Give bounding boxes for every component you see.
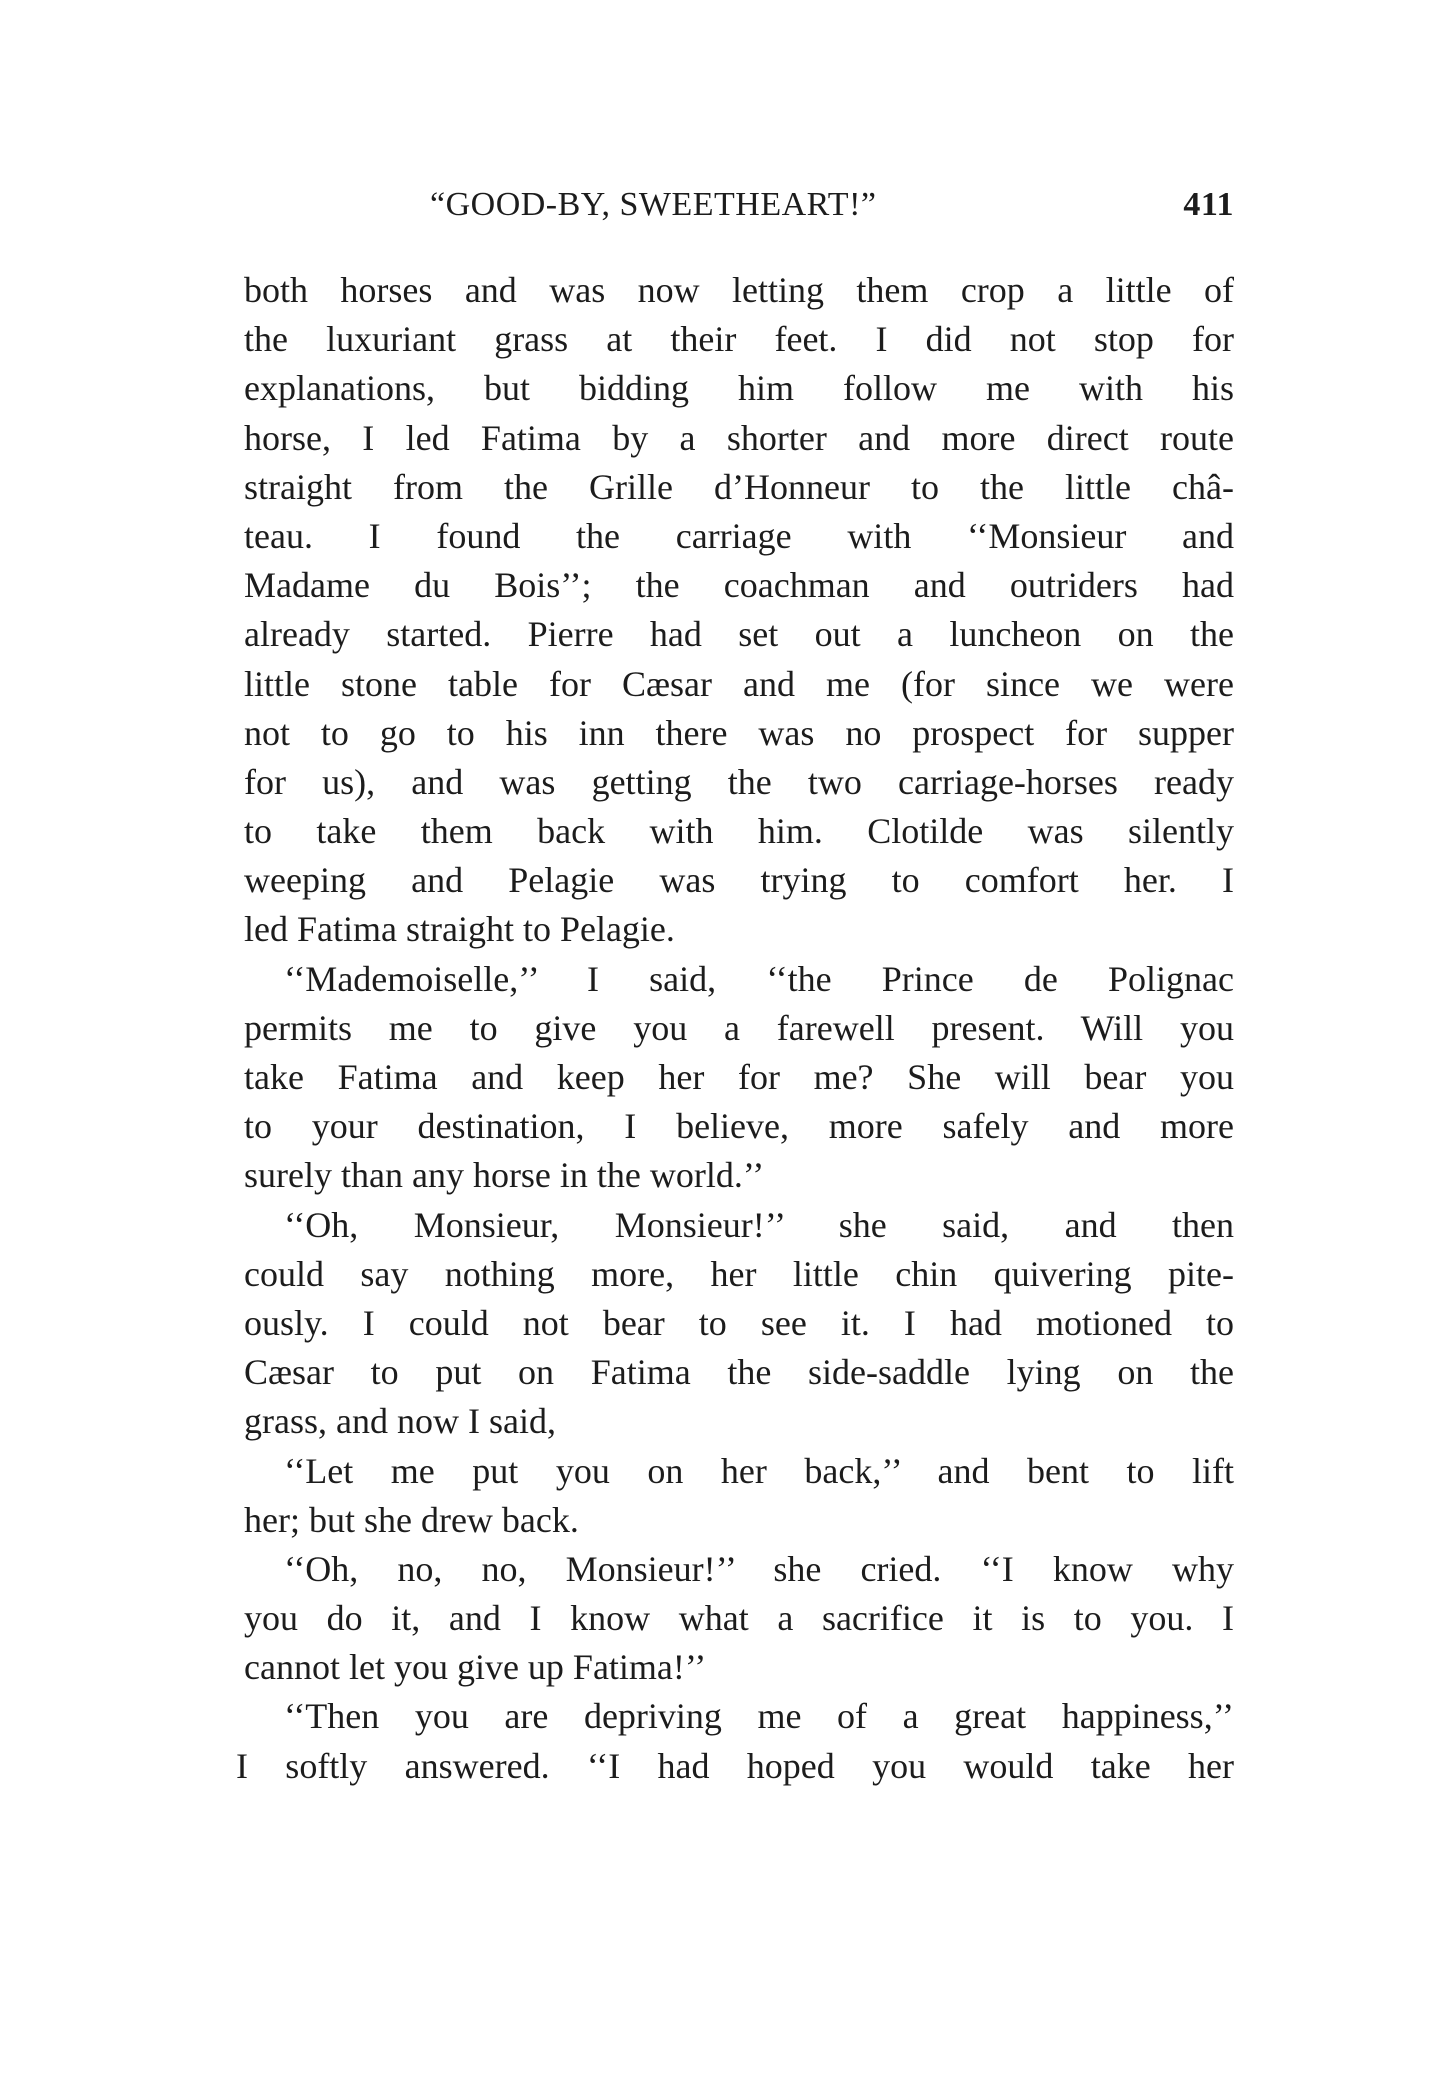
text-line: ‘‘Let me put you on her back,’’ and bent to lift	[284, 1450, 1234, 1491]
text-line: led Fatima straight to Pelagie.	[244, 909, 675, 950]
text-line: already started. Pierre had set out a luncheon on the	[244, 614, 1234, 655]
text-line: ously. I could not bear to see it. I had motioned to	[244, 1302, 1234, 1343]
text-line: ‘‘Mademoiselle,’’ I said, ‘‘the Prince de Polignac	[284, 958, 1234, 999]
text-line: for us), and was getting the two carriage-horses ready	[244, 761, 1234, 802]
text-line: could say nothing more, her little chin quivering pite-	[244, 1253, 1234, 1294]
running-title: “GOOD-BY, SWEETHEART!”	[430, 186, 877, 223]
text-line: to take them back with him. Clotilde was silently	[244, 811, 1234, 852]
text-line: the luxuriant grass at their feet. I did not stop for	[244, 319, 1234, 360]
text-line: grass, and now I said,	[244, 1401, 556, 1442]
text-line: to your destination, I believe, more safely and more	[244, 1106, 1234, 1147]
text-line: little stone table for Cæsar and me (for since we were	[244, 663, 1234, 704]
page-number: 411	[1183, 186, 1234, 223]
text-line: ‘‘Then you are depriving me of a great happiness,’’	[284, 1696, 1234, 1737]
text-line: teau. I found the carriage with ‘‘Monsieur and	[244, 515, 1234, 556]
text-line: you do it, and I know what a sacrifice it is to you. I	[244, 1598, 1234, 1639]
body-text	[236, 266, 1234, 1791]
text-line: Madame du Bois’’; the coachman and outriders had	[244, 565, 1234, 606]
text-line: both horses and was now letting them crop a little of	[244, 270, 1234, 310]
text-line: explanations, but bidding him follow me with his	[244, 368, 1234, 409]
running-head	[244, 186, 1234, 236]
text-line: I softly answered. ‘‘I had hoped you would take her	[236, 1745, 1234, 1786]
text-line: not to go to his inn there was no prospect for supper	[244, 712, 1234, 753]
text-line: Cæsar to put on Fatima the side-saddle lying on the	[244, 1352, 1234, 1393]
text-line: cannot let you give up Fatima!’’	[244, 1647, 707, 1688]
text-line: ‘‘Oh, Monsieur, Monsieur!’’ she said, and then	[284, 1204, 1234, 1245]
text-line: permits me to give you a farewell present. Will you	[244, 1007, 1234, 1048]
text-line: horse, I led Fatima by a shorter and more direct route	[244, 417, 1234, 458]
text-line: straight from the Grille d’Honneur to the little châ-	[244, 466, 1234, 507]
text-line: surely than any horse in the world.’’	[244, 1155, 765, 1196]
text-line: weeping and Pelagie was trying to comfort her. I	[244, 860, 1234, 901]
text-line: take Fatima and keep her for me? She will bear you	[244, 1057, 1234, 1097]
text-line: ‘‘Oh, no, no, Monsieur!’’ she cried. ‘‘I know why	[284, 1548, 1234, 1589]
text-line: her; but she drew back.	[244, 1499, 579, 1540]
